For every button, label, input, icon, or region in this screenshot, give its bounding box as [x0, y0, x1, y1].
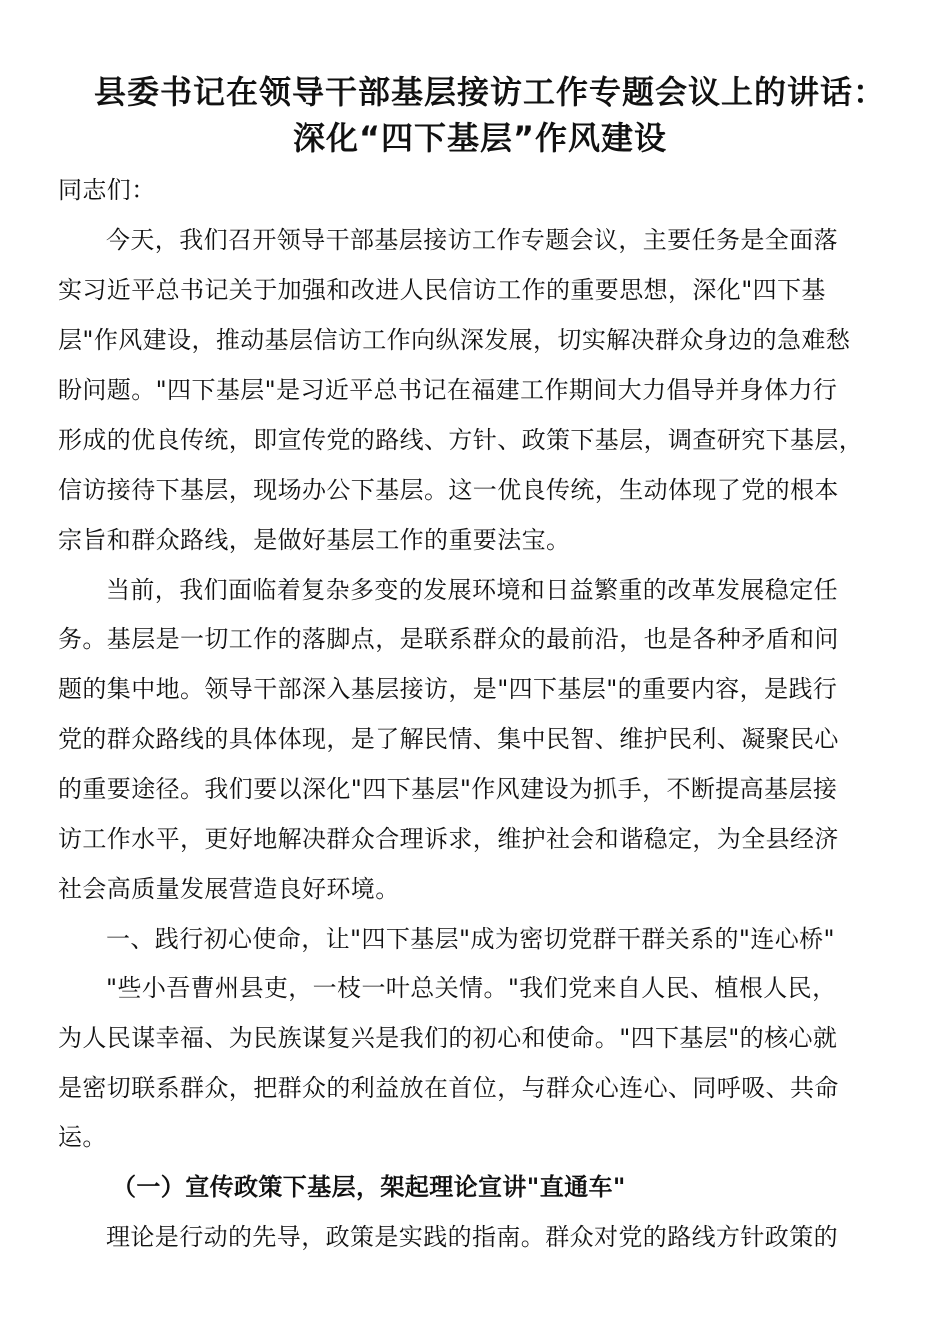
paragraph-2-line-4: 党的群众路线的具体体现，是了解民情、集中民智、维护民利、凝聚民心 — [58, 725, 839, 753]
section-heading-1: 一、践行初心使命，让"四下基层"成为密切党群干群关系的"连心桥" — [106, 925, 835, 953]
paragraph-1-line-4: 盼问题。"四下基层"是习近平总书记在福建工作期间大力倡导并身体力行 — [58, 376, 838, 404]
paragraph-2-line-3: 题的集中地。领导干部深入基层接访，是"四下基层"的重要内容，是践行 — [58, 675, 838, 703]
paragraph-1-line-2: 实习近平总书记关于加强和改进人民信访工作的重要思想，深化"四下基 — [58, 276, 826, 304]
paragraph-3-line-2: 为人民谋幸福、为民族谋复兴是我们的初心和使命。"四下基层"的核心就 — [58, 1024, 838, 1052]
paragraph-2-line-6: 访工作水平，更好地解决群众合理诉求，维护社会和谐稳定，为全县经济 — [58, 825, 839, 853]
document-title-line-1: 县委书记在领导干部基层接访工作专题会议上的讲话： — [93, 73, 886, 111]
paragraph-1-line-5: 形成的优良传统，即宣传党的路线、方针、政策下基层，调查研究下基层， — [58, 426, 864, 454]
paragraph-4-line-1: 理论是行动的先导，政策是实践的指南。群众对党的路线方针政策的 — [106, 1223, 838, 1251]
paragraph-2-line-5: 的重要途径。我们要以深化"四下基层"作风建设为抓手，不断提高基层接 — [58, 775, 838, 803]
paragraph-3-line-4: 运。 — [58, 1123, 107, 1151]
paragraph-3-line-3: 是密切联系群众，把群众的利益放在首位，与群众心连心、同呼吸、共命 — [58, 1074, 839, 1102]
subsection-heading-1: （一）宣传政策下基层，架起理论宣讲"直通车" — [112, 1173, 626, 1201]
paragraph-3-line-1: "些小吾曹州县吏，一枝一叶总关情。"我们党来自人民、植根人民， — [106, 974, 837, 1002]
paragraph-1-line-1: 今天，我们召开领导干部基层接访工作专题会议，主要任务是全面落 — [106, 226, 838, 254]
salutation: 同志们： — [58, 176, 156, 204]
paragraph-2-line-7: 社会高质量发展营造良好环境。 — [58, 875, 400, 903]
document-title-line-2: 深化“四下基层”作风建设 — [292, 119, 668, 157]
paragraph-2-line-1: 当前，我们面临着复杂多变的发展环境和日益繁重的改革发展稳定任 — [106, 576, 838, 604]
paragraph-2-line-2: 务。基层是一切工作的落脚点，是联系群众的最前沿，也是各种矛盾和问 — [58, 625, 839, 653]
paragraph-1-line-7: 宗旨和群众路线，是做好基层工作的重要法宝。 — [58, 526, 571, 554]
paragraph-1-line-3: 层"作风建设，推动基层信访工作向纵深发展，切实解决群众身边的急难愁 — [58, 326, 851, 354]
paragraph-1-line-6: 信访接待下基层，现场办公下基层。这一优良传统，生动体现了党的根本 — [58, 476, 839, 504]
